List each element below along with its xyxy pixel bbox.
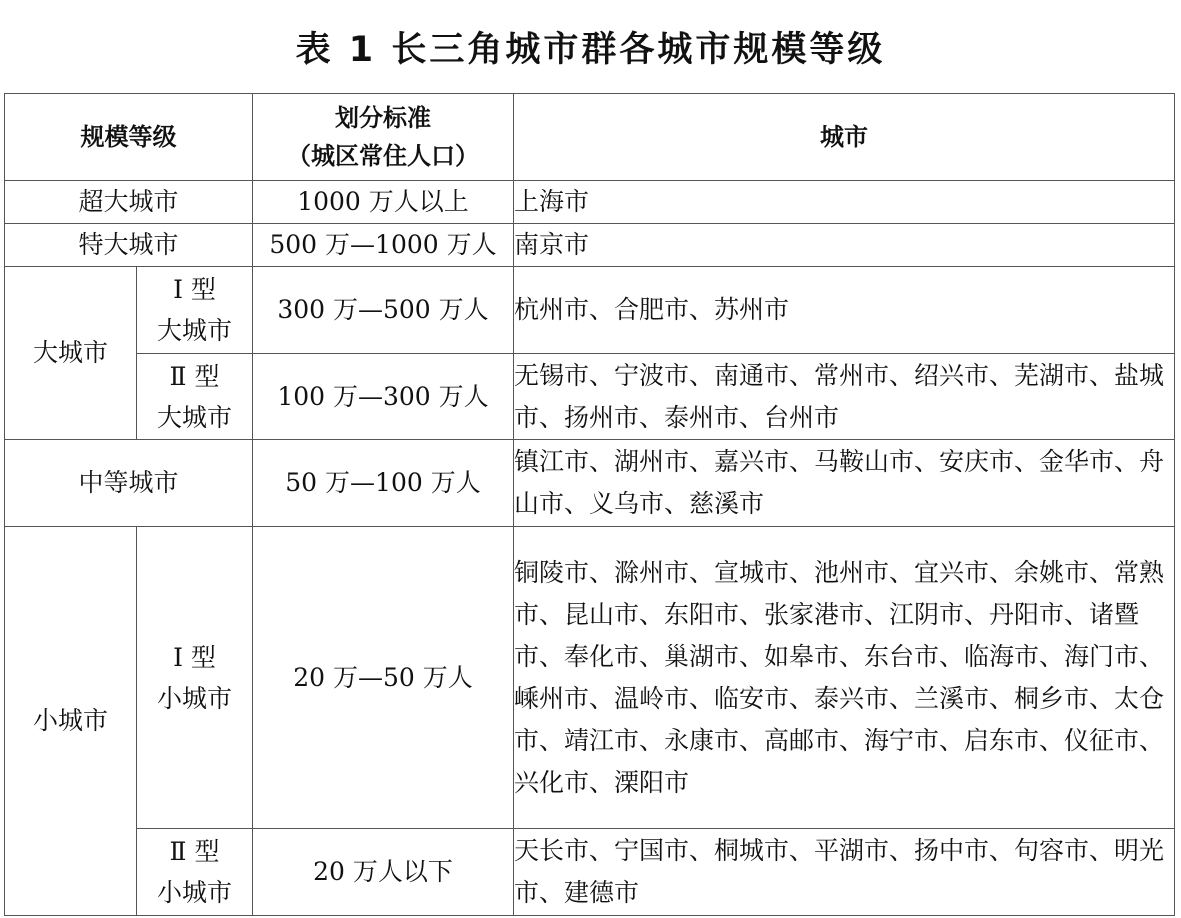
standard-cell: 20 万人以下 — [253, 829, 514, 916]
cities-cell: 杭州市、合肥市、苏州市 — [514, 267, 1175, 354]
subtype-cell — [137, 267, 253, 354]
city-scale-table — [4, 93, 1175, 916]
level-cell: 中等城市 — [5, 440, 253, 527]
subtype-line1: Ⅰ 型 — [173, 275, 216, 304]
table-row-medium — [5, 440, 1175, 527]
cities-cell: 铜陵市、滁州市、宣城市、池州市、宜兴市、余姚市、常熟市、昆山市、东阳市、张家港市、江阴市、丹阳市、诸暨市、奉化市、巢湖市、如皋市、东台市、临海市、海门市、嵊州市、温岭市、临安市、泰兴市、兰溪市、桐乡市、太仓市、靖江市、永康市、高邮市、海宁市、启东市、仪征市、兴化市、溧阳市 — [514, 527, 1175, 829]
table-row-large-type2 — [5, 354, 1175, 440]
header-level: 规模等级 — [5, 94, 253, 181]
cities-cell: 镇江市、湖州市、嘉兴市、马鞍山市、安庆市、金华市、舟山市、义乌市、慈溪市 — [514, 440, 1175, 527]
subtype-line1: Ⅰ 型 — [173, 642, 216, 672]
header-standard — [253, 94, 514, 181]
standard-cell: 20 万—50 万人 — [253, 527, 514, 829]
cities-cell: 南京市 — [514, 224, 1175, 267]
subtype-line1: Ⅱ 型 — [169, 837, 220, 866]
subtype-line2: 大城市 — [156, 316, 232, 345]
table-row-large-type1 — [5, 267, 1175, 354]
subtype-line2: 小城市 — [156, 683, 232, 713]
standard-cell: 1000 万人以上 — [253, 181, 514, 224]
subtype-cell — [137, 829, 253, 916]
subtype-line2: 大城市 — [156, 402, 232, 432]
table-row-small-type2 — [5, 829, 1175, 916]
table-row-small-type1 — [5, 527, 1175, 829]
level-cell: 小城市 — [5, 527, 137, 916]
table-header-row — [5, 94, 1175, 181]
cities-cell: 天长市、宁国市、桐城市、平湖市、扬中市、句容市、明光市、建德市 — [514, 829, 1175, 916]
standard-cell: 500 万—1000 万人 — [253, 224, 514, 267]
header-cities: 城市 — [514, 94, 1175, 181]
table-row-mega — [5, 224, 1175, 267]
header-standard-line1: 划分标准 — [335, 104, 431, 132]
level-cell: 大城市 — [5, 267, 137, 440]
table-row-super — [5, 181, 1175, 224]
standard-cell: 100 万—300 万人 — [253, 354, 514, 440]
cities-cell: 上海市 — [514, 181, 1175, 224]
subtype-line1: Ⅱ 型 — [169, 361, 220, 391]
level-cell: 超大城市 — [5, 181, 253, 224]
subtype-cell — [137, 527, 253, 829]
subtype-line2: 小城市 — [156, 878, 232, 907]
table-title: 表 1 长三角城市群各城市规模等级 — [295, 30, 886, 70]
level-cell: 特大城市 — [5, 224, 253, 267]
standard-cell: 50 万—100 万人 — [253, 440, 514, 527]
header-standard-line2: （城区常住人口） — [287, 142, 479, 170]
cities-cell: 无锡市、宁波市、南通市、常州市、绍兴市、芜湖市、盐城市、扬州市、泰州市、台州市 — [514, 354, 1175, 440]
standard-cell: 300 万—500 万人 — [253, 267, 514, 354]
subtype-cell — [137, 354, 253, 440]
